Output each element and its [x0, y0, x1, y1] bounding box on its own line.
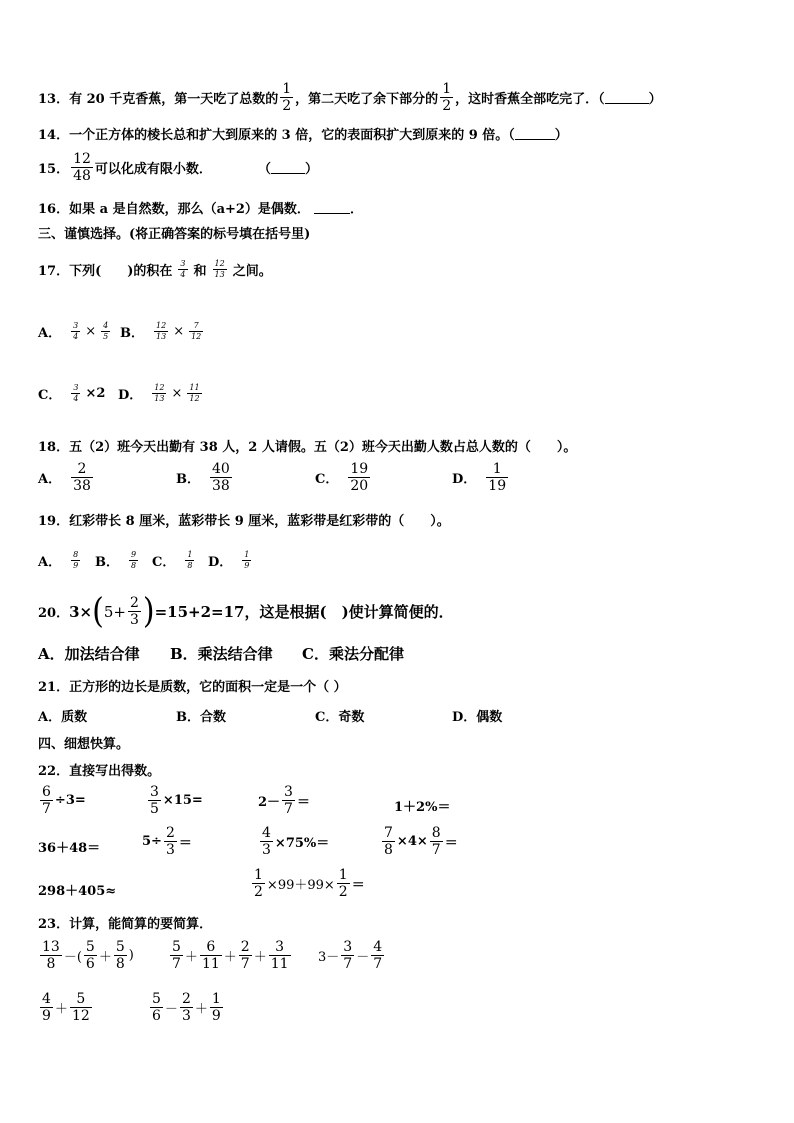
question-19 — [38, 510, 450, 529]
q13-answer-blank[interactable] — [605, 91, 649, 104]
q19-text: 红彩带长 8 厘米，蓝彩带长 9 厘米，蓝彩带是红彩带的（ ）。 — [69, 514, 450, 529]
q22-item-5: 36＋48＝ — [38, 841, 101, 856]
q19-number: 19． — [38, 514, 70, 529]
q20-option-c[interactable]: C．乘法分配律 — [302, 645, 404, 663]
q14-answer-blank[interactable] — [515, 127, 555, 140]
q20-left-paren: ( — [92, 590, 104, 632]
q13-fraction-1: $\frac{1}{2}$ — [282, 81, 292, 114]
q21-option-c[interactable]: C．奇数 — [315, 710, 365, 725]
q20-text: =15+2=17，这是根据( )使计算简便的． — [154, 603, 454, 621]
q15-text-1: 可以化成有限小数． — [94, 162, 212, 177]
q22-item-1: $\frac{6}{7}$ ÷3= — [42, 784, 86, 817]
q22-item-4: 1＋2%＝ — [394, 800, 451, 815]
question-23 — [38, 913, 212, 932]
q23-expr-5: $\frac{5}{6}$ － $\frac{2}{3}$ ＋ $\frac{1}{9}$ — [152, 991, 221, 1024]
q17-option-b[interactable]: B． $\frac{12}{13}$ × $\frac{7}{12}$ — [120, 321, 202, 341]
q20-expr-inner: 5+ — [103, 602, 126, 621]
q19-option-b[interactable]: B． $\frac{9}{8}$ — [95, 550, 137, 570]
q13-number: 13． — [38, 92, 70, 107]
q22-item-9: 298＋405≈ — [38, 884, 117, 899]
q18-option-c[interactable]: C． $\frac{19}{20}$ — [315, 461, 369, 494]
q16-text-2: ． — [349, 202, 363, 217]
q21-number: 21． — [38, 680, 70, 695]
question-16 — [38, 198, 363, 217]
q15-text-3: ） — [304, 162, 318, 177]
q20-number: 20． — [38, 606, 70, 621]
q19-option-d[interactable]: D． $\frac{1}{9}$ — [208, 550, 250, 570]
q23-expr-4: $\frac{4}{9}$ ＋ $\frac{5}{12}$ — [42, 991, 90, 1024]
q19-option-c[interactable]: C． $\frac{1}{8}$ — [152, 550, 193, 570]
question-20 — [38, 590, 454, 632]
q13-fraction-2: $\frac{1}{2}$ — [442, 81, 452, 114]
q17-option-d[interactable]: D． $\frac{12}{13}$ × $\frac{11}{12}$ — [118, 383, 200, 403]
section-3-heading: 三、谨慎选择。(将正确答案的标号填在括号里) — [38, 227, 311, 242]
q20-right-paren: ) — [142, 590, 155, 632]
question-14 — [38, 124, 568, 143]
q22-text: 直接写出得数。 — [69, 764, 161, 779]
q18-option-b[interactable]: B． $\frac{40}{38}$ — [176, 461, 230, 494]
q13-text-3: ，这时香蕉全部吃完了．（ — [455, 92, 605, 107]
q20-option-b[interactable]: B．乘法结合律 — [170, 645, 273, 663]
question-21 — [38, 676, 347, 695]
q14-text-1: 一个正方体的棱长总和扩大到原来的 3 倍，它的表面积扩大到原来的 9 倍。（ — [69, 128, 515, 143]
q23-number: 23． — [38, 917, 70, 932]
q17-fraction-1: $\frac{3}{4}$ — [180, 259, 186, 279]
q17-text-3: 之间。 — [232, 264, 272, 279]
q21-option-b[interactable]: B．合数 — [176, 710, 226, 725]
q21-option-d[interactable]: D．偶数 — [452, 710, 503, 725]
q16-answer-blank[interactable] — [314, 201, 350, 214]
q22-number: 22． — [38, 764, 70, 779]
q19-option-a[interactable]: A． $\frac{8}{9}$ — [38, 550, 79, 570]
q21-option-a[interactable]: A．质数 — [38, 710, 88, 725]
q22-item-10: $\frac{1}{2}$ ×99＋99× $\frac{1}{2}$ ＝ — [254, 867, 365, 900]
q22-item-2: $\frac{3}{5}$ ×15= — [150, 784, 203, 817]
q18-text: 五（2）班今天出勤有 38 人，2 人请假。五（2）班今天出勤人数占总人数的（ ）。 — [69, 440, 577, 455]
q18-number: 18． — [38, 440, 70, 455]
q17-option-a[interactable]: A． $\frac{3}{4}$ × $\frac{4}{5}$ — [38, 321, 109, 341]
q17-text-1: 下列( )的积在 — [69, 264, 173, 279]
q22-item-8: $\frac{7}{8}$ ×4× $\frac{8}{7}$ ＝ — [384, 825, 458, 858]
q23-expr-2: $\frac{5}{7}$ ＋ $\frac{6}{11}$ ＋ $\frac{2}{7}$ ＋ $\frac{3}{11}$ — [172, 939, 289, 972]
question-17 — [38, 260, 272, 279]
q17-fraction-2: $\frac{12}{13}$ — [214, 259, 225, 279]
q16-text-1: 如果 a 是自然数，那么（a+2）是偶数． — [69, 202, 310, 217]
q17-text-2: 和 — [193, 264, 207, 279]
q23-text: 计算，能简算的要简算． — [69, 917, 213, 932]
q23-expr-3: 3－ $\frac{3}{7}$ － $\frac{4}{7}$ — [318, 939, 383, 972]
q18-option-a[interactable]: A． $\frac{2}{38}$ — [38, 461, 91, 494]
q21-text: 正方形的边长是质数，它的面积一定是一个（ ） — [69, 680, 347, 695]
q22-item-6: 5÷ $\frac{2}{3}$ ＝ — [142, 825, 192, 858]
q20-option-a[interactable]: A．加法结合律 — [38, 645, 140, 663]
q15-answer-blank[interactable] — [271, 161, 305, 174]
question-18 — [38, 436, 576, 455]
q15-text-2: （ — [257, 162, 271, 177]
q20-fraction: $\frac{2}{3}$ — [129, 595, 139, 628]
q17-number: 17． — [38, 264, 70, 279]
q15-number: 15． — [38, 162, 70, 177]
q15-fraction: $\frac{12}{48}$ — [73, 151, 91, 184]
q20-expr-1: 3× — [69, 602, 93, 621]
section-4-heading: 四、细想快算。 — [38, 737, 130, 752]
question-22 — [38, 760, 160, 779]
q13-text-2: ，第二天吃了余下部分的 — [295, 92, 439, 107]
question-13 — [38, 82, 662, 113]
q13-text-1: 有 20 千克香蕉，第一天吃了总数的 — [69, 92, 279, 107]
q17-option-c[interactable]: C． $\frac{3}{4}$ ×2 — [38, 383, 106, 403]
question-15 — [38, 152, 318, 183]
q13-text-4: ） — [648, 92, 662, 107]
q22-item-3: 2－ $\frac{3}{7}$ ＝ — [258, 784, 310, 817]
q14-text-2: ） — [554, 128, 568, 143]
q14-number: 14． — [38, 128, 70, 143]
q23-expr-1: $\frac{13}{8}$ －( $\frac{5}{6}$ ＋ $\frac{5}{8}$ ) — [42, 939, 134, 972]
q18-option-d[interactable]: D． $\frac{1}{19}$ — [452, 461, 507, 494]
q22-item-7: $\frac{4}{3}$ ×75%＝ — [262, 825, 330, 858]
q16-number: 16． — [38, 202, 70, 217]
